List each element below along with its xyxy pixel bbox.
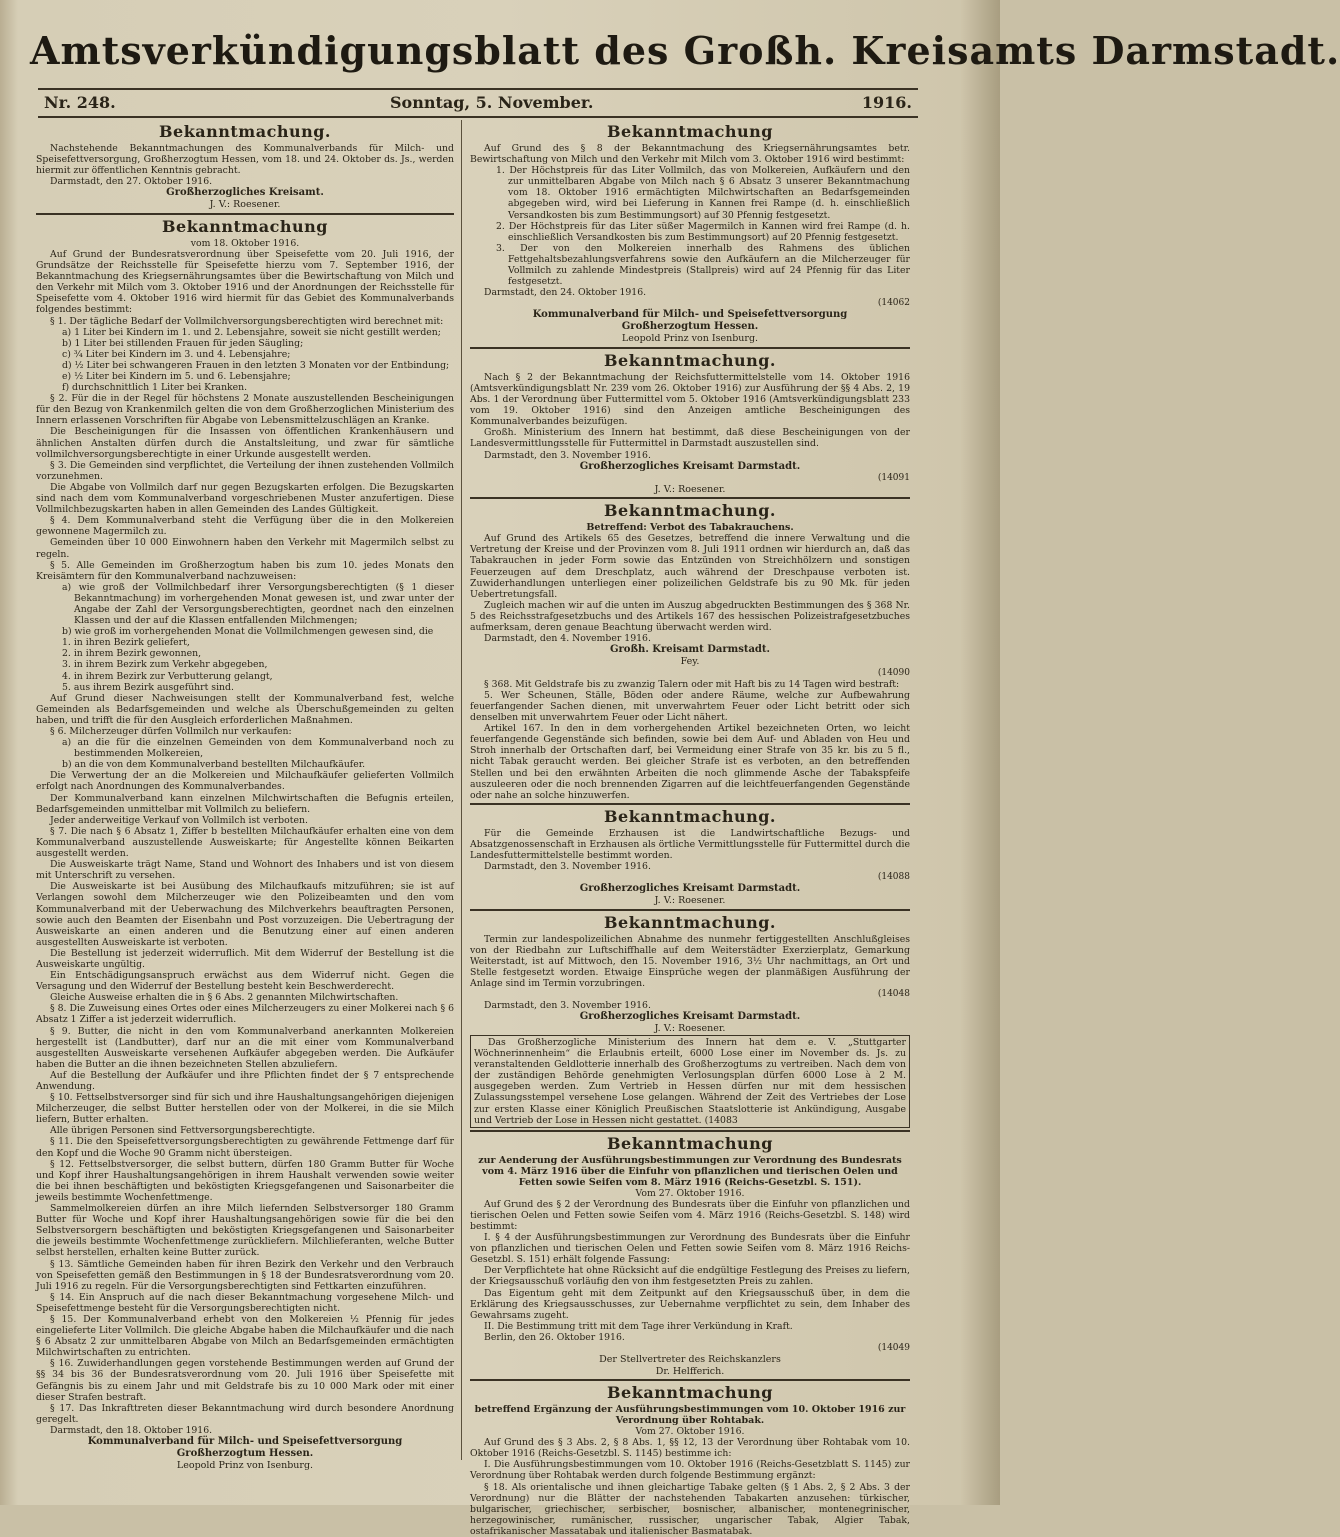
paragraph: Der Verpflichtete hat ohne Rücksicht auf die endgültige Festlegung des Preises zu liefern, der Kriegsausschuß vorläufig den von ihm festgesetzten Preis zu zahlen. xyxy=(470,1265,910,1288)
issue-number: Nr. 248. xyxy=(44,93,116,112)
list-item: 3. in ihrem Bezirk zum Verkehr abgegeben, xyxy=(62,659,268,671)
signature-line: Großh. Kreisamt Darmstadt. xyxy=(609,644,771,656)
paragraph: Alle übrigen Personen sind Fettversorgungsberechtigte. xyxy=(50,1125,316,1137)
list-item: c) ¾ Liter bei Kindern im 3. und 4. Lebensjahre; xyxy=(62,348,291,360)
list-item: 5. aus ihrem Bezirk ausgeführt sind. xyxy=(62,681,234,693)
list-item: b) 1 Liter bei stillenden Frauen für jeden Säugling; xyxy=(62,337,304,349)
signature-name: Leopold Prinz von Isenburg. xyxy=(176,1460,314,1471)
paragraph: Der Kommunalverband kann einzelnen Milchwirtschaften die Befugnis erteilen, Bedarfsgemeinden unmittelbar mit Vollmilch zu beliefern. xyxy=(36,792,454,815)
paragraph: Die Verwertung der an die Molkereien und Milchaufkäufer gelieferten Vollmilch erfolgt nach Anordnungen des Kommunalverbandes. xyxy=(36,770,454,793)
paragraph: § 13. Sämtliche Gemeinden haben für ihren Bezirk den Verkehr und den Verbrauch von Speisefetten gemäß den Bestimmungen in § 18 der Bundesratsverordnung vom 20. Juli 1916 zu regeln. Für die Versorgungsberechtigten sind Fettkarten einzuführen. xyxy=(36,1258,454,1292)
paragraph: Darmstadt, den 3. November 1916. xyxy=(484,449,651,461)
paragraph: Ein Entschädigungsanspruch erwächst aus dem Widerruf nicht. Gegen die Versagung und den Widerruf der Bestellung besteht kein Beschwerderecht. xyxy=(36,970,454,993)
paragraph: 5. Wer Scheunen, Ställe, Böden oder andere Räume, welche zur Aufbewahrung feuerfangender Sachen dienen, mit unverwahrtem Feuer oder Licht betritt oder sich denselben mit unverwahrtem Feuer oder Licht nähert. xyxy=(470,689,910,724)
paragraph: § 11. Die den Speisefettversorgungsberechtigten zu gewährende Fettmenge darf für den Kopf und die Woche 90 Gramm nicht übersteigen. xyxy=(36,1136,454,1159)
notice-date: Vom 27. Oktober 1916. xyxy=(635,1187,745,1199)
notice-heading: Bekanntmachung. xyxy=(470,803,910,827)
list-item: b) wie groß im vorhergehenden Monat die Vollmilchmengen gewesen sind, die xyxy=(62,626,434,638)
paragraph: § 14. Ein Anspruch auf die nach dieser Bekanntmachung vorgesehene Milch- und Speisefettmenge besteht für die Versorgungsberechtigten nicht. xyxy=(36,1291,454,1314)
paragraph: Die Ausweiskarte trägt Name, Stand und Wohnort des Inhabers und ist von diesem mit Unterschrift zu versehen. xyxy=(36,859,454,882)
signature-line: Großherzogtum Hessen. xyxy=(176,1448,314,1459)
paragraph: Gleiche Ausweise erhalten die in § 6 Abs. 2 genannten Milchwirtschaften. xyxy=(50,992,399,1004)
paragraph: Auf die Bestellung der Aufkäufer und ihre Pflichten findet der § 7 entsprechende Anwendung. xyxy=(36,1069,454,1092)
paragraph: § 4. Dem Kommunalverband steht die Verfügung über die in den Molkereien gewonnene Magermilch zu. xyxy=(36,515,454,538)
reference-number: (14049 xyxy=(877,1343,910,1353)
list xyxy=(62,327,454,394)
signature-name: Fey. xyxy=(680,656,700,668)
list-item: 1. in ihren Bezirk geliefert, xyxy=(62,637,190,649)
notice-heading: Bekanntmachung xyxy=(36,213,454,237)
paragraph: Auf Grund dieser Nachweisungen stellt der Kommunalverband fest, welche Gemeinden als Bedarfsgemeinden und welche als Überschußgemeinden zu gelten haben, und trifft die für den Ausgleich erforderlichen Maßnahmen. xyxy=(36,692,454,726)
notice-heading: Bekanntmachung. xyxy=(470,909,910,933)
signature-line: Großherzogtum Hessen. xyxy=(621,321,759,333)
paragraph: Darmstadt, den 3. November 1916. xyxy=(484,1000,651,1012)
paragraph: Für die Gemeinde Erzhausen ist die Landwirtschaftliche Bezugs- und Absatzgenossenschaft in Erzhausen als örtliche Vermittlungsstelle für Futtermittel durch die Landesfuttermittelstelle bestimmt worden. xyxy=(470,827,910,861)
signature-name: J. V.: Roesener. xyxy=(654,895,726,907)
notice-subtitle: betreffend Ergänzung der Ausführungsbestimmungen vom 10. Oktober 1916 zur Verordnung über Rohtabak. xyxy=(474,1404,906,1427)
signature-name: Dr. Helfferich. xyxy=(655,1365,725,1377)
notice-subtitle: Betreffend: Verbot des Tabakrauchens. xyxy=(586,522,794,534)
paragraph: Die Abgabe von Vollmilch darf nur gegen Bezugskarten erfolgen. Die Bezugskarten sind nach dem vom Kommunalverband vorgeschriebenen Muster anzufertigen. Diese Vollmilchbezugskarten haben in allen Gemeinden des Landes Gültigkeit. xyxy=(36,481,454,516)
reference-number: (14048 xyxy=(877,989,910,1000)
issue-date: Sonntag, 5. November. xyxy=(390,93,594,112)
paragraph: § 2. Für die in der Regel für höchstens 2 Monate auszustellenden Bescheinigungen für den Bezug von Krankenmilch gelten die von dem Großherzoglichen Ministerium des Innern erlassenen Vorschriften für Abgabe von Lebensmittelzuschlägen an Kranke. xyxy=(36,393,454,427)
list-item: 4. in ihrem Bezirk zur Verbutterung gelangt, xyxy=(62,670,273,682)
paragraph: § 17. Das Inkrafttreten dieser Bekanntmachung wird durch besondere Anordnung geregelt. xyxy=(36,1402,454,1425)
paragraph: Darmstadt, den 24. Oktober 1916. xyxy=(484,287,647,299)
paragraph: Termin zur landespolizeilichen Abnahme des nunmehr fertiggestellten Anschlußgleises von der Riedbahn zur Luftschiffhalle auf dem Weiterstädter Exerzierplatz, Gemarkung Weiterstadt, ist auf Mittwoch, den 15. November 1916, 3½ Uhr nachmittags, an Ort und Stelle festgesetzt worden. Etwaige Einsprüche wegen der planmäßigen Ausführung der Anlage sind im Termin vorzubringen. xyxy=(470,933,910,990)
paragraph: § 16. Zuwiderhandlungen gegen vorstehende Bestimmungen werden auf Grund der §§ 34 bis 36 der Bundesratsverordnung vom 20. Juli 1916 über Speisefette mit Gefängnis bis zu einem Jahr und mit Geldstrafe bis zu 10 000 Mark oder mit einer dieser Strafen bestraft. xyxy=(36,1358,454,1403)
list-item: a) 1 Liter bei Kindern im 1. und 2. Lebensjahre, soweit sie nicht gestillt werden; xyxy=(62,326,441,338)
paragraph: Die Bescheinigungen für die Insassen von öffentlichen Krankenhäusern und ähnlichen Anstalten dürfen durch die Anstaltsleitung, und zwar für sämtliche vollmilchversorgungsberechtigte in einer Urkunde ausgestellt werden. xyxy=(36,426,454,460)
list-item: 2. in ihrem Bezirk gewonnen, xyxy=(62,648,202,660)
notice-date: Vom 27. Oktober 1916. xyxy=(635,1426,745,1438)
list xyxy=(62,582,454,693)
masthead-title: Amtsverkündigungsblatt des Großh. Kreisamts Darmstadt. xyxy=(30,28,1340,73)
paragraph: Zugleich machen wir auf die unten im Auszug abgedruckten Bestimmungen des § 368 Nr. 5 des Reichsstrafgesetzbuchs und des Artikels 167 des hessischen Polizeistrafgesetzbuches aufmerksam, deren genaue Beachtung überwacht werden wird. xyxy=(470,599,910,633)
paragraph: Darmstadt, den 3. November 1916. xyxy=(484,861,651,873)
list-item: 1. Der Höchstpreis für das Liter Vollmilch, das von Molkereien, Aufkäufern und den zur unmittelbaren Abgabe von Milch nach § 6 Absatz 3 unserer Bekanntmachung vom 18. Oktober 1916 ermächtigten Milchwirtschaften an Bedarfsgemeinden abgegeben wird, wird bei Lieferung in Kannen frei Rampe (d. h. einschließlich Versandkosten bis zum Bestimmungsort) auf 30 Pfennig festgesetzt. xyxy=(496,165,910,221)
signature-line: Kommunalverband für Milch- und Speisefettversorgung xyxy=(532,309,848,321)
paragraph: Auf Grund des § 8 der Bekanntmachung des Kriegsernährungsamtes betr. Bewirtschaftung von Milch und den Verkehr mit Milch vom 3. Oktober 1916 wird bestimmt: xyxy=(470,143,910,166)
signature-line: Großherzogliches Kreisamt Darmstadt. xyxy=(579,460,801,472)
paragraph: § 6. Milcherzeuger dürfen Vollmilch nur verkaufen: xyxy=(50,726,292,737)
paragraph: § 18. Als orientalische und ihnen gleichartige Tabake gelten (§ 1 Abs. 2, § 2 Abs. 3 der Verordnung) nur die Blätter der nachstehenden Tabakarten anzusehen: türkischer, bulgarischer, griechischer, serbischer, bosnischer, albanischer, montenegrinischer, herzegowinischer, rumänischer, russischer, ungarischer Tabak, Algier Tabak, ostafrikanischer Massatabak und italienischer Basmatabak. xyxy=(470,1481,910,1537)
paragraph: § 1. Der tägliche Bedarf der Vollmilchversorgungsberechtigten wird berechnet mit: xyxy=(50,315,444,327)
paragraph: § 8. Die Zuweisung eines Ortes oder eines Milcherzeugers zu einer Molkerei nach § 6 Absatz 1 Ziffer a ist jederzeit widerruflich. xyxy=(36,1003,454,1026)
reference-number: (14091 xyxy=(877,472,910,483)
paragraph: Darmstadt, den 4. November 1916. xyxy=(484,633,651,645)
reference-number: (14062 xyxy=(877,298,910,309)
issue-year: 1916. xyxy=(861,93,912,112)
paragraph: Nachstehende Bekanntmachungen des Kommunalverbands für Milch- und Speisefettversorgung, Großherzogtum Hessen, vom 18. und 24. Oktober ds. Js., werden hiermit zur öffentlichen Kenntnis gebracht. xyxy=(36,143,454,177)
signature-name: Leopold Prinz von Isenburg. xyxy=(621,333,759,345)
list-item: b) an die von dem Kommunalverband bestellten Milchaufkäufer. xyxy=(62,759,366,771)
list-item: 2. Der Höchstpreis für das Liter süßer Magermilch in Kannen wird frei Rampe (d. h. einschließlich Versandkosten bis zum Bestimmungsort) auf 20 Pfennig festgesetzt. xyxy=(496,220,910,243)
signature-name: J. V.: Roesener. xyxy=(654,483,726,495)
list-item: d) ½ Liter bei schwangeren Frauen in den letzten 3 Monaten vor der Entbindung; xyxy=(62,359,450,371)
list-item: a) wie groß der Vollmilchbedarf ihrer Versorgungsberechtigten (§ 1 dieser Bekanntmachung) im vorhergehenden Monat gewesen ist, und zwar unter der Angabe der Zahl der Versorgungsberechtigten, geordnet nach den einzelnen Klassen und der auf die Klassen entfallenden Milchmengen; xyxy=(62,581,454,627)
list xyxy=(496,165,910,287)
paragraph: § 12. Fettselbstversorger, die selbst buttern, dürfen 180 Gramm Butter für Woche und Kopf ihrer Haushaltungsangehörigen in ihrem Haushalt verwenden sowie weiter die bei ihnen beschäftigten und beköstigten Kriegsgefangenen und Saisonarbeiter die jeweils bestimmte Wochenfettmenge. xyxy=(36,1158,454,1203)
notice-heading: Bekanntmachung xyxy=(607,122,773,141)
signature-name: J. V.: Roesener. xyxy=(209,199,281,211)
signature-line: Großherzogliches Kreisamt Darmstadt. xyxy=(579,1011,801,1023)
signature-name: Der Stellvertreter des Reichskanzlers xyxy=(599,1354,781,1366)
signature-line: Kommunalverband für Milch- und Speisefettversorgung xyxy=(87,1436,403,1447)
paragraph: Darmstadt, den 27. Oktober 1916. xyxy=(50,176,213,188)
paragraph: Auf Grund des Artikels 65 des Gesetzes, betreffend die innere Verwaltung und die Vertretung der Kreise und der Provinzen vom 8. Juli 1911 ordnen wir hierdurch an, daß das Tabakrauchen in jeder Form sowie das Entzünden von Streichhölzern und sonstigen Feuerzeugen auf dem Dreschplatz, auch während der Dreschpause verboten ist. Zuwiderhandlungen unterliegen einer polizeilichen Geldstrafe bis zu 90 Mk. für jeden Uebertretungsfall. xyxy=(470,533,910,600)
list-item: a) an die für die einzelnen Gemeinden von dem Kommunalverband noch zu bestimmenden Molkereien, xyxy=(62,737,454,760)
paragraph: Das Eigentum geht mit dem Zeitpunkt auf den Kriegsausschuß über, in dem die Erklärung des Kriegsausschusses, zur Uebernahme verpflichtet zu sein, dem Inhaber des Gewahrsams zugeht. xyxy=(470,1287,910,1321)
paragraph: Gemeinden über 10 000 Einwohnern haben den Verkehr mit Magermilch selbst zu regeln. xyxy=(36,537,454,560)
paragraph: § 15. Der Kommunalverband erhebt von den Molkereien ½ Pfennig für jedes eingelieferte Liter Vollmilch. Die gleiche Abgabe haben die Milchaufkäufer und die nach § 6 Absatz 2 zur unmittelbaren Abgabe von Milch an Bedarfsgemeinden ermächtigten Milchwirtschaften zu entrichten. xyxy=(36,1313,454,1359)
paragraph: II. Die Bestimmung tritt mit dem Tage ihrer Verkündung in Kraft. xyxy=(484,1320,793,1332)
signature-name: J. V.: Roesener. xyxy=(654,1023,726,1035)
paragraph: I. § 4 der Ausführungsbestimmungen zur Verordnung des Bundesrats über die Einfuhr von pflanzlichen und tierischen Oelen und Fetten sowie Seifen vom 8. März 1916 Reichs-Gesetzbl. S. 151) erhält folgende Fassung: xyxy=(470,1232,910,1266)
paragraph: § 10. Fettselbstversorger sind für sich und ihre Haushaltungsangehörigen diejenigen Milcherzeuger, die selbst Butter herstellen oder von der Molkerei, in die sie Milch liefern, Butter erhalten. xyxy=(36,1092,454,1126)
list-item: 3. Der von den Molkereien innerhalb des Rahmens des üblichen Fettgehaltsbezahlungsverfahrens sowie den Aufkäufern an die Milcherzeuger für Vollmilch zu zahlende Mindestpreis (Stallpreis) wird auf 24 Pfennig für das Liter festgesetzt. xyxy=(496,242,910,288)
notice-heading: Bekanntmachung. xyxy=(470,347,910,371)
list-item: e) ½ Liter bei Kindern im 5. und 6. Lebensjahre; xyxy=(62,371,291,382)
paragraph: § 368. Mit Geldstrafe bis zu zwanzig Talern oder mit Haft bis zu 14 Tagen wird bestraft: xyxy=(484,678,900,690)
paragraph: Auf Grund der Bundesratsverordnung über Speisefette vom 20. Juli 1916, der Grundsätze der Reichsstelle für Speisefette hierzu vom 7. September 1916, der Bekanntmachung des Kriegsernährungsamtes über die Bewirtschaftung von Milch und den Verkehr mit Milch vom 3. Oktober 1916 und der Anordnungen der Reichsstelle für Speisefette vom 4. Oktober 1916 wird hiermit für das Gebiet des Kommunalverbands folgendes bestimmt: xyxy=(36,248,454,316)
notice-heading: Bekanntmachung xyxy=(470,1130,910,1154)
paragraph: Großh. Ministerium des Innern hat bestimmt, daß diese Bescheinigungen von der Landesvermittlungsstelle für Futtermittel in Darmstadt auszustellen sind. xyxy=(470,427,910,450)
notice-date: vom 18. Oktober 1916. xyxy=(190,237,300,249)
paragraph: Jeder anderweitige Verkauf von Vollmilch ist verboten. xyxy=(50,814,308,826)
paragraph: Auf Grund des § 2 der Verordnung des Bundesrats über die Einfuhr von pflanzlichen und tierischen Oelen und Fetten sowie Seifen vom 4. März 1916 (Reichs-Gesetzbl. S. 148) wird bestimmt: xyxy=(470,1198,910,1232)
paragraph: § 5. Alle Gemeinden im Großherzogtum haben bis zum 10. jedes Monats den Kreisämtern für den Kommunalverband nachzuweisen: xyxy=(36,559,454,582)
list xyxy=(62,737,454,770)
reference-number: (14090 xyxy=(877,667,910,678)
reference-number: (14088 xyxy=(877,872,910,883)
paragraph: Artikel 167. In den in dem vorhergehenden Artikel bezeichneten Orten, wo leicht feuerfangende Gegenstände sich befinden, sowie bei dem Auf- und Abladen von Heu und Stroh innerhalb der Ortschaften darf, bei Vermeidung einer Strafe von 35 kr. bis zu 5 fl., nicht Tabak geraucht werden. Bei gleicher Strafe ist es verboten, an den betreffenden Stellen und bei den erwähnten Arbeiten die noch glimmende Asche der Tabakspfeife auszuleeren oder die noch brennenden Zigarren auf die leichtfeuerfangenden Gegenstände oder nahe an solche hinzuwerfen. xyxy=(470,723,910,801)
paragraph: Sammelmolkereien dürfen an ihre Milch liefernden Selbstversorger 180 Gramm Butter für Woche und Kopf ihrer Haushaltungsangehörigen sowie für die bei den Selbstversorgern beschäftigten und beköstigten Kriegsgefangenen und Saisonarbeiter die jeweils bestimmte Wochenfettmenge zurückliefern. Milchlieferanten, welche Butter selbst herstellen, erhalten keine Butter zurück. xyxy=(36,1203,454,1259)
list-item: f) durchschnittlich 1 Liter bei Kranken. xyxy=(62,382,248,394)
column-right xyxy=(470,120,910,1537)
notice-heading: Bekanntmachung xyxy=(470,1379,910,1403)
notice-heading: Bekanntmachung. xyxy=(158,122,331,141)
paragraph: § 3. Die Gemeinden sind verpflichtet, die Verteilung der ihnen zustehenden Vollmilch vorzunehmen. xyxy=(36,459,454,482)
paragraph: Auf Grund des § 3 Abs. 2, § 8 Abs. 1, §§ 12, 13 der Verordnung über Rohtabak vom 10. Oktober 1916 (Reichs-Gesetzbl. S. 1145) bestimme ich: xyxy=(470,1437,910,1460)
signature-line: Großherzogliches Kreisamt. xyxy=(166,187,324,199)
dateline xyxy=(38,88,918,118)
signature-line: Großherzogliches Kreisamt Darmstadt. xyxy=(579,883,801,895)
paragraph: I. Die Ausführungsbestimmungen vom 10. Oktober 1916 (Reichs-Gesetzblatt S. 1145) zur Verordnung über Rohtabak werden durch folgende Bestimmung ergänzt: xyxy=(470,1459,910,1482)
paragraph: Die Bestellung ist jederzeit widerruflich. Mit dem Widerruf der Bestellung ist die Ausweiskarte ungültig. xyxy=(36,947,454,970)
notice-subtitle: zur Aenderung der Ausführungsbestimmungen zur Verordnung des Bundesrats vom 4. März 1916 über die Einfuhr von pflanzlichen und tierischen Oelen und Fetten sowie Seifen vom 8. März 1916 (Reichs-Gesetzbl. S. 151). xyxy=(478,1154,902,1188)
framed-notice: Das Großherzogliche Ministerium des Innern hat dem e. V. „Stuttgarter Wöchnerinnenheim“ die Erlaubnis erteilt, 6000 Lose einer im November ds. Js. zu veranstaltenden Geldlotterie innerhalb des Großherzogtums zu vertreiben. Nach dem von der zuständigen Behörde genehmigten Verlosungsplan dürfen 6000 Lose à 2 M. ausgegeben werden. Zum Vertrieb in Hessen dürfen nur mit dem hessischen Zulassungsstempel versehene Lose gelangen. Während der Zeit des Vertriebes der Lose zur ersten Klasse einer Königlich Preußischen Staatslotterie ist Ankündigung, Ausgabe und Vertrieb der Lose in Hessen nicht gestattet. (14083 xyxy=(470,1035,910,1128)
paragraph: Berlin, den 26. Oktober 1916. xyxy=(484,1331,625,1343)
paragraph: § 9. Butter, die nicht in den vom Kommunalverband anerkannten Molkereien hergestellt ist (Landbutter), darf nur an die mit einer vom Kommunalverband ausgestellten Ausweiskarte versehenen Aufkäufer abgegeben werden. Die Aufkäufer haben die Butter an die ihnen bezeichneten Stellen abzuliefern. xyxy=(36,1025,454,1070)
paragraph: Nach § 2 der Bekanntmachung der Reichsfuttermittelstelle vom 14. Oktober 1916 (Amtsverkündigungsblatt Nr. 239 vom 26. Oktober 1916) zur Ausführung der §§ 4 Abs. 2, 19 Abs. 1 der Verordnung über Futtermittel vom 5. Oktober 1916 (Amtsverkündigungsblatt 233 vom 19. Oktober 1916) sind den Anzeigen amtliche Bescheinigungen des Kommunalverbandes beizufügen. xyxy=(470,371,910,428)
notice-heading: Bekanntmachung. xyxy=(470,497,910,521)
paragraph: § 7. Die nach § 6 Absatz 1, Ziffer b bestellten Milchaufkäufer erhalten eine von dem Kommunalverband auszustellende Ausweiskarte; für Angestellte können Beikarten ausgestellt werden. xyxy=(36,825,454,860)
paragraph: Darmstadt, den 18. Oktober 1916. xyxy=(50,1424,213,1436)
column-rule xyxy=(461,120,462,1460)
column-left xyxy=(36,120,454,1471)
paragraph: Die Ausweiskarte ist bei Ausübung des Milchaufkaufs mitzuführen; sie ist auf Verlangen sowohl dem Milcherzeuger wie den Polizeibeamten und den vom Kommunalverband mit der Ueberwachung des Milchverkehrs beauftragten Personen, sowie auch den Beamten der Eisenbahn und Post vorzuzeigen. Die Uebertragung der Ausweiskarte an einen anderen und die Benutzung einer auf einen anderen ausgestellten Ausweiskarte ist verboten. xyxy=(36,881,454,948)
